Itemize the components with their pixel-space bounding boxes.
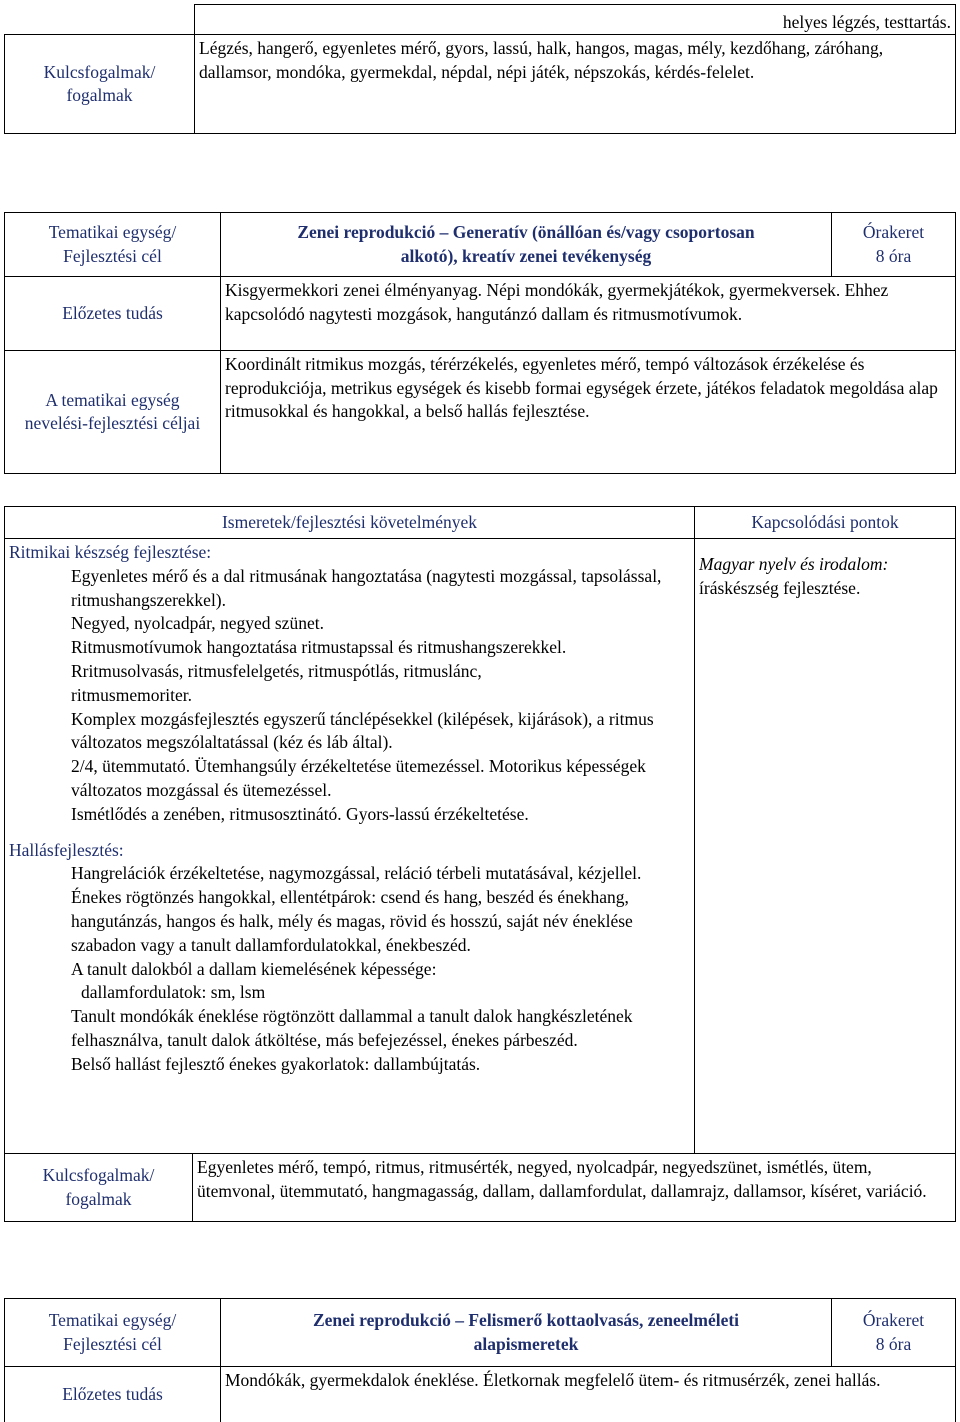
- goals-label: A tematikai egység nevelési-fejlesztési céljai: [5, 351, 221, 474]
- hours-cell-2: [832, 1299, 956, 1367]
- key-concepts-label-2: Kulcsfogalmak/ fogalmak: [5, 1154, 193, 1222]
- list-item: Ismétlődés a zenében, ritmusosztinátó. Gyors-lassú érzékeltetése.: [71, 803, 529, 824]
- list-item: Hangrelációk érzékeltetése, nagymozgással, reláció térbeli mutatásával, kézjellel.: [71, 863, 642, 884]
- links-text: íráskészség fejlesztése.: [699, 577, 861, 598]
- unit-table-notation: [4, 1298, 956, 1422]
- list-item: Egyenletes mérő és a dal ritmusának hangoztatása (nagytesti mozgással, tapsolással, ritmushangszerekkel).: [71, 565, 662, 610]
- hours-label: Órakeret: [862, 1310, 925, 1330]
- hearing-list: [9, 862, 690, 1076]
- requirements-header: Ismeretek/fejlesztési követelmények: [5, 507, 695, 539]
- links-subject: Magyar nyelv és irodalom:: [699, 554, 889, 574]
- list-item: Ritmusmotívumok hangoztatása ritmustapssal és ritmushangszerekkel.: [71, 637, 567, 658]
- rhythm-list: [9, 565, 690, 827]
- key-concepts-text: Légzés, hangerő, egyenletes mérő, gyors, lassú, halk, hangos, magas, mély, kezdőhang, záróhang, dallamsor, mondóka, gyermekdal, népdal, népi játék, népszokás, kérdés-felelet.: [195, 35, 956, 134]
- list-item: Rritmusolvasás, ritmusfelelgetés, ritmuspótlás, ritmuslánc, ritmusmemoriter.: [71, 660, 482, 705]
- unit-label: Tematikai egység/ Fejlesztési cél: [5, 213, 221, 277]
- list-item: Tanult mondókák éneklése rögtönzött dallammal a tanult dalok hangkészletének felhasználva, tanult dalok átköltése, más befejezéssel, énekes párbeszéd.: [71, 1006, 633, 1050]
- requirements-table: [4, 506, 956, 1222]
- prior-knowledge-text-2: Mondókák, gyermekdalok éneklése. Életkornak megfelelő ütem- és ritmusérzék, zenei hallás.: [221, 1367, 956, 1422]
- requirements-body: [5, 539, 695, 1154]
- key-concepts-table-1: [4, 4, 956, 134]
- list-item: Komplex mozgásfejlesztés egyszerű tánclépésekkel (kilépések, kijárások), a ritmus változatos megszólaltatással (kéz és láb által).: [71, 708, 654, 753]
- key-concepts-label: Kulcsfogalmak/ fogalmak: [5, 35, 195, 134]
- unit-title-2: Zenei reprodukció – Felismerő kottaolvasás, zeneelméleti alapismeretek: [221, 1299, 832, 1367]
- prior-knowledge-label-2: Előzetes tudás: [5, 1367, 221, 1422]
- rhythm-title: Ritmikai készség fejlesztése:: [9, 542, 212, 562]
- links-body: [695, 539, 956, 1154]
- prior-knowledge-label: Előzetes tudás: [5, 277, 221, 351]
- list-item: Negyed, nyolcadpár, negyed szünet.: [71, 613, 324, 634]
- hours-value: 8 óra: [875, 1333, 912, 1354]
- list-item: 2/4, ütemmutató. Ütemhangsúly érzékeltetése ütemezéssel. Motorikus képességek változatos mozgással és ütemezéssel.: [71, 756, 646, 800]
- list-item: A tanult dalokból a dallam kiemelésének képessége:: [71, 958, 437, 979]
- unit-title: Zenei reprodukció – Generatív (önállóan és/vagy csoportosan alkotó), kreatív zenei tevékenység: [221, 213, 832, 277]
- list-subitem: dallamfordulatok: sm, lsm: [81, 982, 266, 1003]
- hearing-title: Hallásfejlesztés:: [9, 839, 124, 860]
- hours-value: 8 óra: [875, 245, 912, 266]
- continued-text: helyes légzés, testtartás.: [195, 5, 956, 35]
- prior-knowledge-text: Kisgyermekkori zenei élményanyag. Népi mondókák, gyermekjátékok, gyermekversek. Ehhez kapcsolódó nagytesti mozgások, hangutánzó dallam és ritmusmotívumok.: [221, 277, 956, 351]
- goals-text: Koordinált ritmikus mozgás, térérzékelés, egyenletes mérő, tempó változások érzékelése és reprodukciója, metrikus egységek és kisebb formai egységek érzete, játékos feladatok megoldása alap ritmusokkal és hangokkal, a belső hallás fejlesztése.: [221, 351, 956, 474]
- hours-label: Órakeret: [862, 222, 925, 242]
- links-header: Kapcsolódási pontok: [695, 507, 956, 539]
- key-concepts-text-2: Egyenletes mérő, tempó, ritmus, ritmusérték, negyed, nyolcadpár, negyedszünet, ismétlés, ütem, ütemvonal, ütemmutató, hangmagasság, dallam, dallamfordulat, dallamrajz, dallamsor, kíséret, variáció.: [193, 1154, 956, 1222]
- list-item: Belső hallást fejlesztő énekes gyakorlatok: dallambújtatás.: [71, 1053, 481, 1074]
- unit-label-2: Tematikai egység/ Fejlesztési cél: [5, 1299, 221, 1367]
- unit-table-generative: [4, 212, 956, 474]
- list-item: Énekes rögtönzés hangokkal, ellentétpárok: csend és hang, beszéd és énekhang, hangutánzás, hangos és halk, mély és magas, rövid és hosszú, saját név éneklése szabadon vagy a tanult dallamfordulatokkal, énekbeszéd.: [71, 887, 633, 955]
- hours-cell: [832, 213, 956, 277]
